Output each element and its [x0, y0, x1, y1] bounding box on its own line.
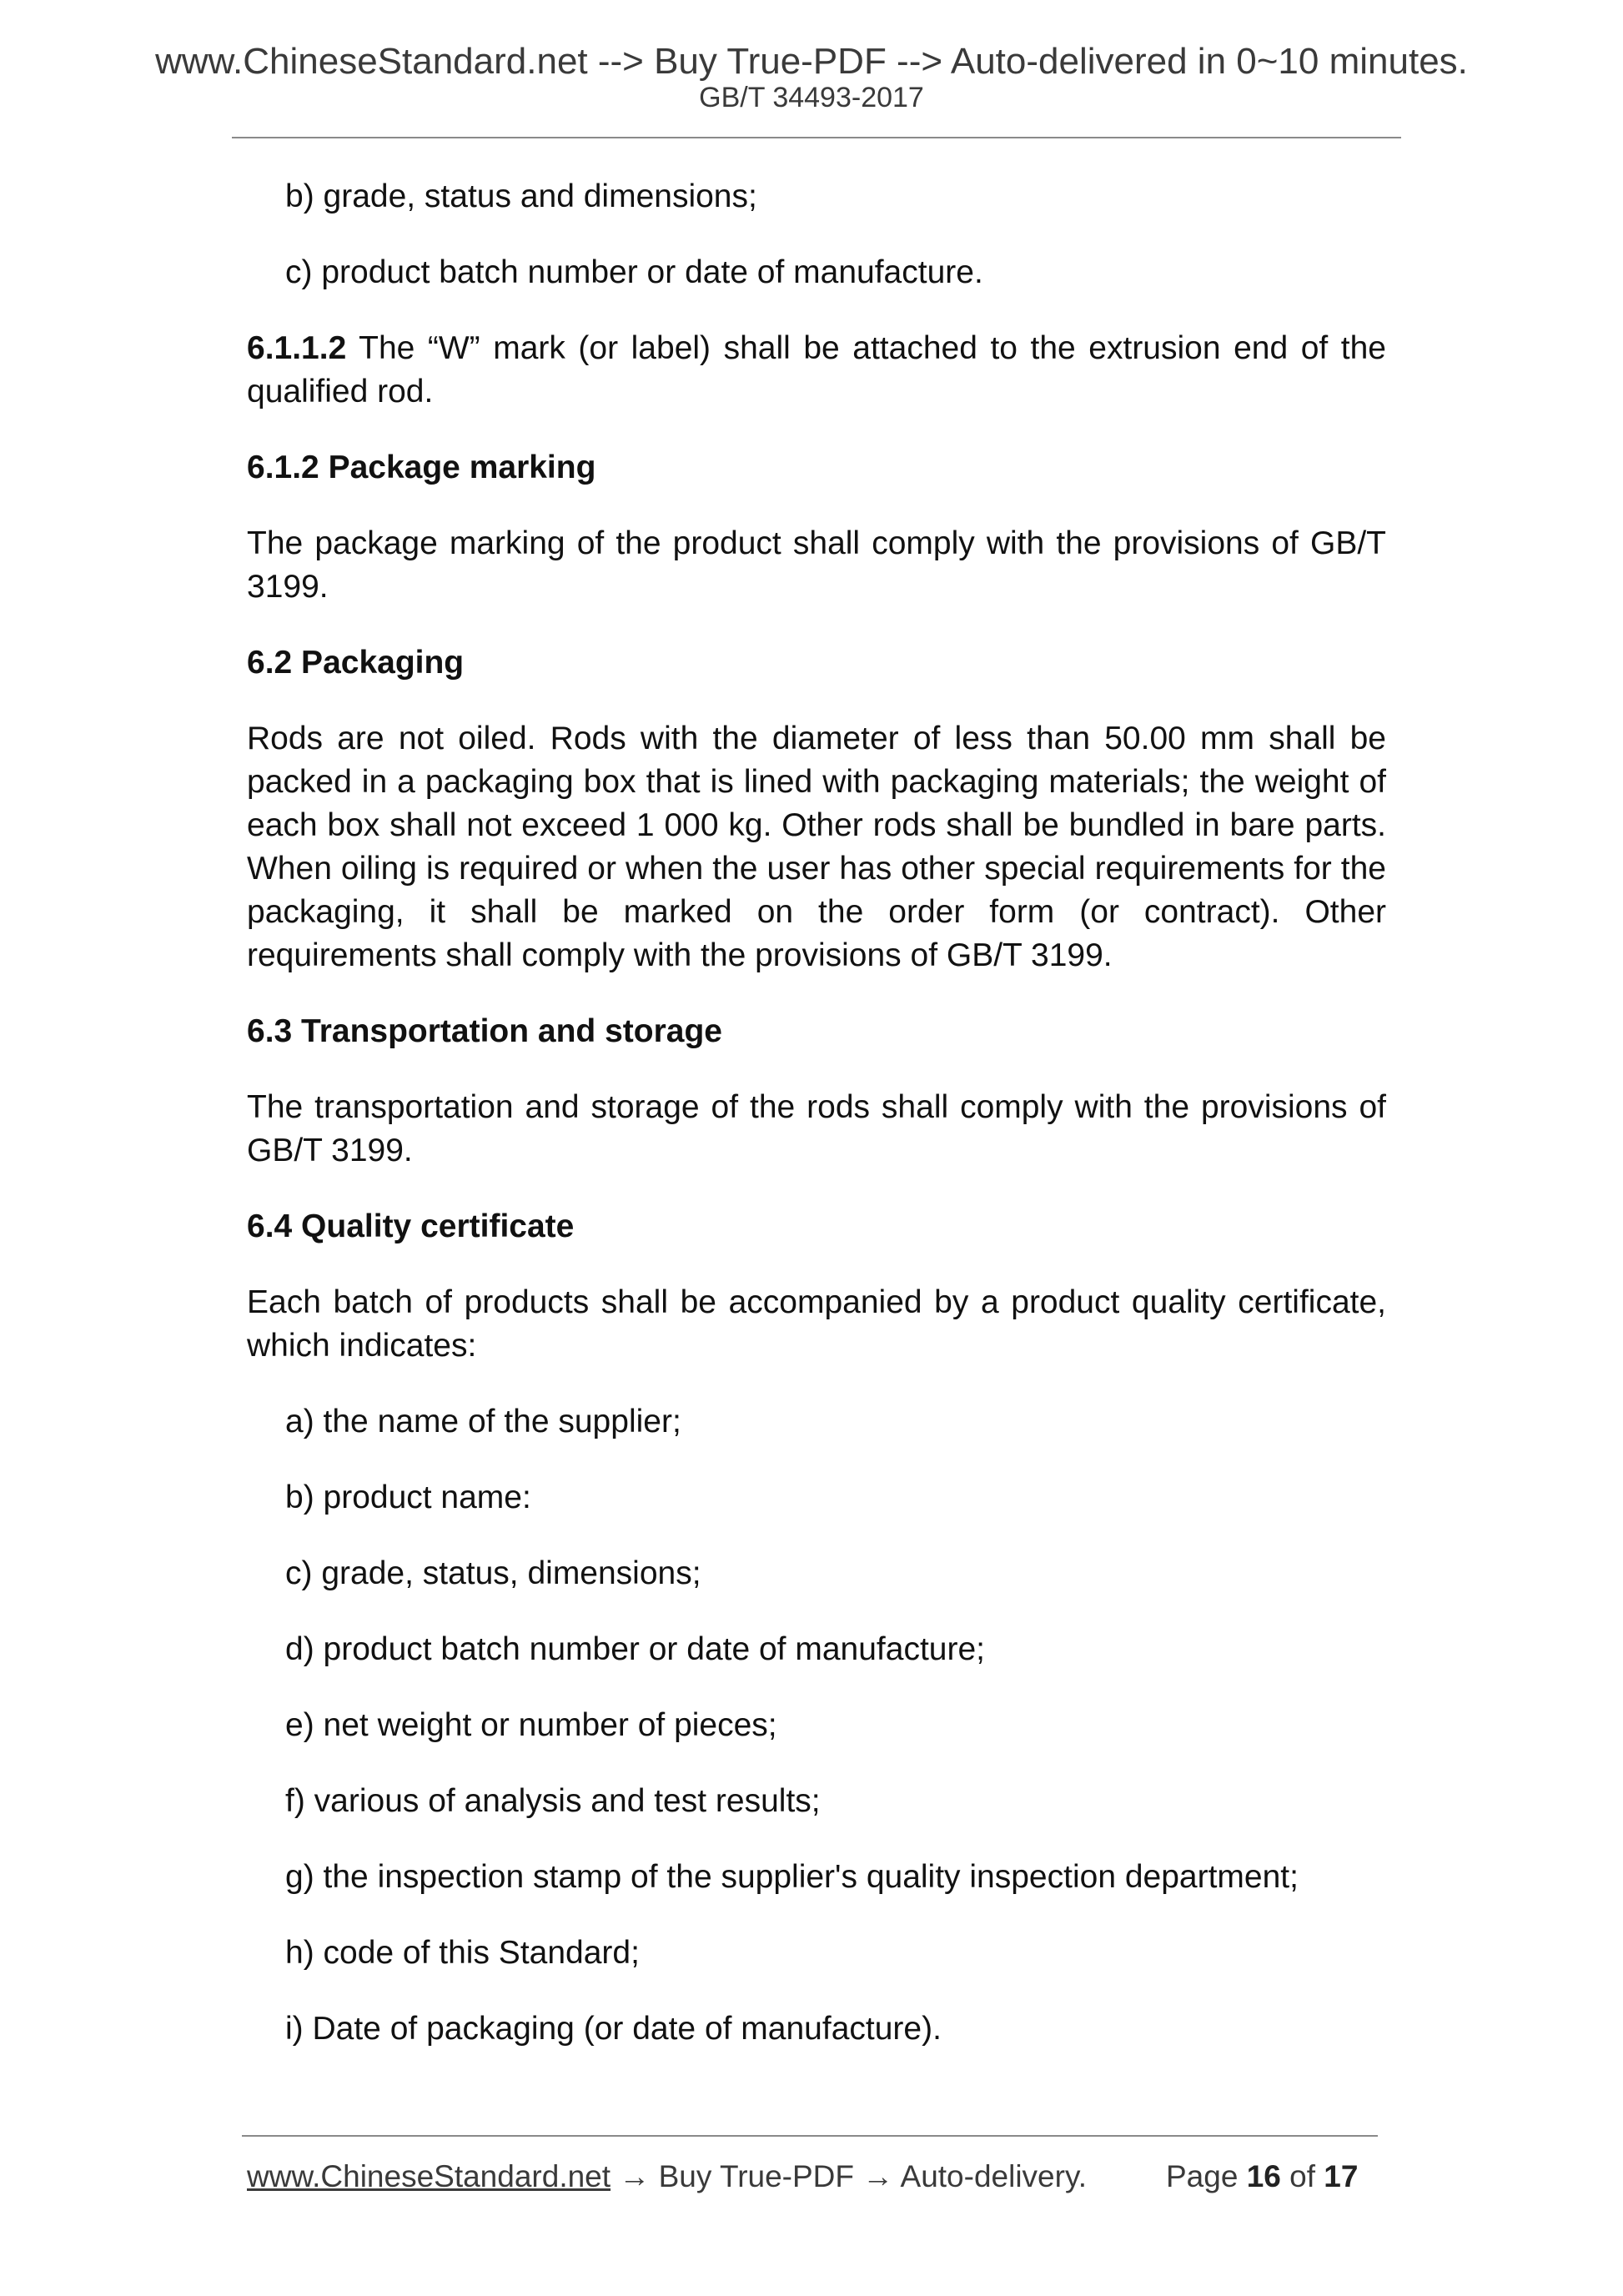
page-indicator: [1166, 2158, 1358, 2195]
list-item: c) product batch number or date of manufacture.: [285, 254, 983, 290]
heading-6-3: 6.3 Transportation and storage: [247, 1013, 722, 1049]
list-item: a) the name of the supplier;: [285, 1404, 681, 1439]
footer-divider: [242, 2135, 1378, 2137]
list-item: b) product name:: [285, 1480, 531, 1515]
list-item: c) grade, status, dimensions;: [285, 1555, 701, 1591]
footer-promo: [247, 2158, 1087, 2195]
list-item: d) product batch number or date of manufacture;: [285, 1631, 985, 1667]
page-label: Page: [1166, 2159, 1239, 2193]
paragraph-6-2: Rods are not oiled. Rods with the diameter of less than 50.00 mm shall be packed in a packaging box that is lined with packaging materials; the weight of each box shall not exceed 1 000 kg. Other rods shall be bundled in bare parts. When oiling is required or when the user has other special requirements for the packaging, it shall be marked on the order form (or contract). Other requirements shall comply with the provisions of GB/T 3199.: [247, 721, 1386, 973]
list-item: f) various of analysis and test results;: [285, 1783, 821, 1819]
paragraph-6-1-1-2: [247, 327, 1386, 414]
clause-number: 6.1.1.2: [247, 330, 347, 366]
page-total: 17: [1324, 2159, 1359, 2193]
footer-promo-text: → Buy True-PDF → Auto-delivery.: [611, 2159, 1087, 2193]
paragraph-6-4: Each batch of products shall be accompanied by a product quality certificate, which indicates:: [247, 1284, 1386, 1364]
standard-code: GB/T 34493-2017: [699, 82, 924, 113]
page-of-label: of: [1289, 2159, 1315, 2193]
paragraph-6-1-2: The package marking of the product shall comply with the provisions of GB/T 3199.: [247, 525, 1386, 605]
heading-6-4: 6.4 Quality certificate: [247, 1208, 575, 1244]
site-banner: www.ChineseStandard.net --> Buy True-PDF --> Auto-delivered in 0~10 minutes.: [155, 41, 1468, 82]
paragraph-6-3: The transportation and storage of the rods shall comply with the provisions of GB/T 3199.: [247, 1089, 1386, 1168]
list-item: e) net weight or number of pieces;: [285, 1707, 777, 1743]
list-item: g) the inspection stamp of the supplier's quality inspection department;: [285, 1859, 1299, 1895]
list-item: i) Date of packaging (or date of manufacture).: [285, 2011, 942, 2047]
heading-6-1-2: 6.1.2 Package marking: [247, 450, 596, 485]
clause-text: The “W” mark (or label) shall be attached to the extrusion end of the qualified rod.: [247, 330, 1386, 409]
document-body: [247, 175, 1386, 2083]
heading-6-2: 6.2 Packaging: [247, 645, 465, 681]
page-number: 16: [1246, 2159, 1281, 2193]
list-item: h) code of this Standard;: [285, 1935, 640, 1971]
list-item: b) grade, status and dimensions;: [285, 178, 757, 214]
footer-site-link[interactable]: www.ChineseStandard.net: [247, 2159, 611, 2193]
header-divider: [232, 137, 1401, 138]
